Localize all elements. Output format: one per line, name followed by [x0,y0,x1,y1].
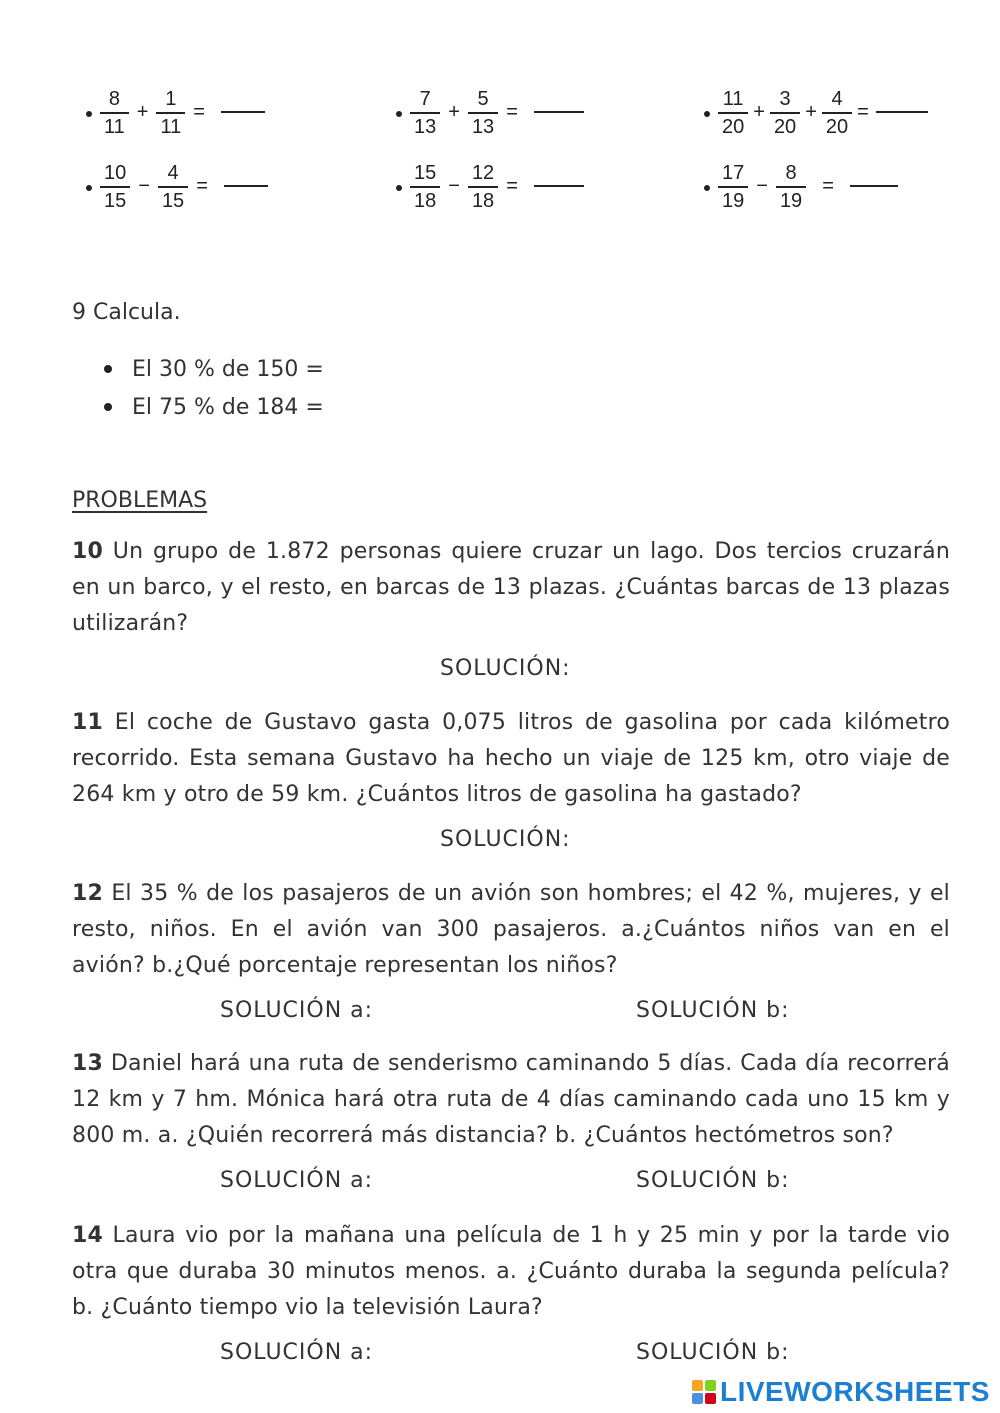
solution-label: SOLUCIÓN: [440,827,571,852]
fraction-expr [704,162,898,212]
fraction: $\frac{8}{19}$ [776,162,806,212]
answer-blank[interactable] [850,185,898,187]
problem-text: Daniel hará una ruta de senderismo caminando 5 días. Cada día recorrerá 12 km y 7 hm. Mónica hará otra ruta de 4 días caminando cada uno 15 km y 800 m. a. ¿Quién recorrerá más distancia? b. ¿Cuántos hectómetros son? [72,1051,950,1148]
equals: = [857,101,869,124]
bullet-icon [86,111,92,117]
logo-square [705,1380,716,1391]
fraction-expr [396,88,584,138]
answer-blank[interactable] [534,185,584,187]
list-item [104,388,324,426]
problems-title: PROBLEMAS [72,488,208,513]
fraction: $\frac{7}{13}$ [410,88,440,138]
logo-square [692,1380,703,1391]
operator: − [448,175,460,198]
equals: = [196,175,208,198]
equals: = [193,101,205,124]
solution-b-label: SOLUCIÓN b: [636,998,790,1023]
calc-list [104,350,324,426]
liveworksheets-logo-icon [692,1380,716,1404]
fraction: $\frac{1}{11}$ [156,88,185,138]
problem-12 [72,876,950,984]
calc-item-text: El 30 % de 150 = [132,356,324,382]
operator: + [448,101,460,124]
solution-label: SOLUCIÓN: [440,656,571,681]
problem-text: Laura vio por la mañana una película de 1 h y 25 min y por la tarde vio otra que duraba 30 minutos menos. a. ¿Cuánto duraba la segunda película? b. ¿Cuánto tiempo vio la televisión Laura? [72,1223,950,1320]
problem-number: 14 [72,1223,104,1248]
problem-14 [72,1218,950,1326]
fraction: $\frac{10}{15}$ [100,162,130,212]
bullet-icon [396,185,402,191]
fraction: $\frac{17}{19}$ [718,162,748,212]
answer-blank[interactable] [876,111,928,113]
fraction: $\frac{3}{20}$ [770,88,800,138]
bullet-icon [86,185,92,191]
problem-number: 12 [72,881,104,906]
fraction-expr [86,88,265,138]
fraction-expr [86,162,268,212]
bullet-icon [704,185,710,191]
answer-blank[interactable] [534,111,584,113]
bullet-icon [396,111,402,117]
calc-item-text: El 75 % de 184 = [132,394,324,420]
solution-a-label: SOLUCIÓN a: [220,998,374,1023]
calc-title: 9 Calcula. [72,300,181,325]
operator: − [756,175,768,198]
bullet-icon [104,403,112,411]
problem-number: 13 [72,1051,104,1076]
problem-number: 11 [72,710,104,735]
answer-blank[interactable] [224,185,268,187]
operator: + [136,101,149,124]
fraction: $\frac{4}{15}$ [158,162,188,212]
problem-13 [72,1046,950,1154]
operator: + [753,101,765,124]
logo-square [705,1393,716,1404]
fraction-expr [704,88,928,138]
equals: = [822,175,834,198]
logo-square [692,1393,703,1404]
fraction: $\frac{5}{13}$ [468,88,498,138]
solution-b-label: SOLUCIÓN b: [636,1168,790,1193]
answer-blank[interactable] [221,111,265,113]
fraction: $\frac{8}{11}$ [100,88,129,138]
fraction: $\frac{15}{18}$ [410,162,440,212]
equals: = [506,175,518,198]
liveworksheets-brand[interactable] [692,1376,990,1408]
equals: = [506,101,518,124]
brand-text: LIVEWORKSHEETS [720,1376,990,1407]
bullet-icon [704,111,710,117]
fraction: $\frac{11}{20}$ [718,88,748,138]
problem-text: Un grupo de 1.872 personas quiere cruzar un lago. Dos tercios cruzarán en un barco, y el resto, en barcas de 13 plazas. ¿Cuántas barcas de 13 plazas utilizarán? [72,539,950,636]
solution-a-label: SOLUCIÓN a: [220,1340,374,1365]
operator: + [805,101,817,124]
problem-11 [72,705,950,813]
problem-text: El coche de Gustavo gasta 0,075 litros de gasolina por cada kilómetro recorrido. Esta semana Gustavo ha hecho un viaje de 125 km, otro viaje de 264 km y otro de 59 km. ¿Cuántos litros de gasolina ha gastado? [72,710,950,807]
fraction-expr [396,162,584,212]
fraction: $\frac{4}{20}$ [822,88,852,138]
bullet-icon [104,365,112,373]
fraction: $\frac{12}{18}$ [468,162,498,212]
solution-b-label: SOLUCIÓN b: [636,1340,790,1365]
solution-a-label: SOLUCIÓN a: [220,1168,374,1193]
list-item [104,350,324,388]
problem-text: El 35 % de los pasajeros de un avión son hombres; el 42 %, mujeres, y el resto, niños. En el avión van 300 pasajeros. a.¿Cuántos niños van en el avión? b.¿Qué porcentaje representan los niños? [72,881,950,978]
problem-10 [72,534,950,642]
problem-number: 10 [72,539,104,564]
operator: − [138,175,150,198]
